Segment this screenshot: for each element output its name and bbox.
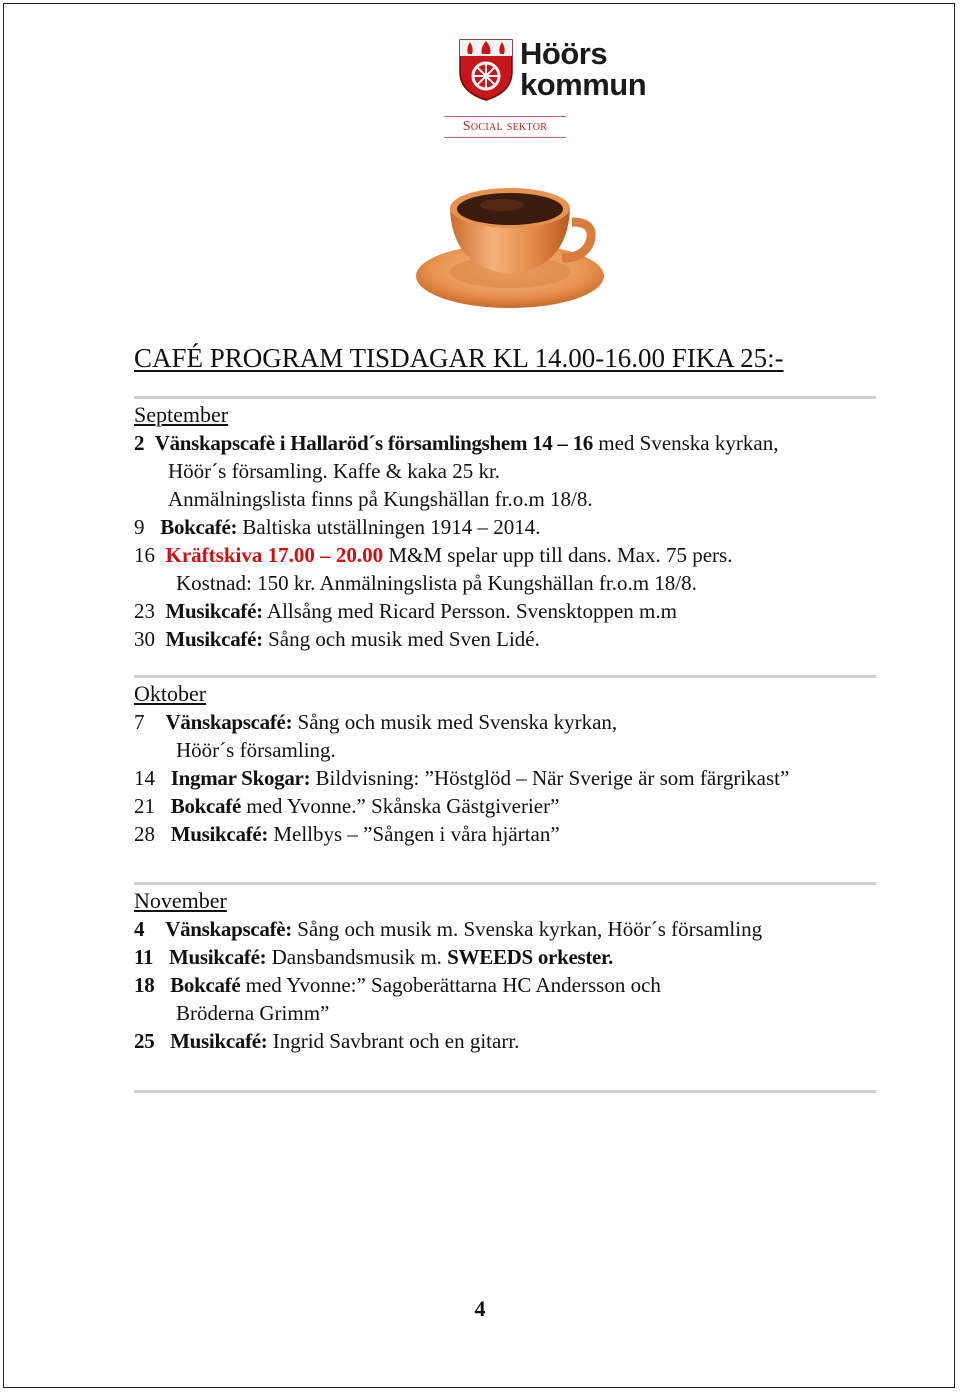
month-heading-september: September bbox=[134, 402, 229, 427]
list-item-continuation: Kostnad: 150 kr. Anmälningslista på Kungshällan fr.o.m 18/8. bbox=[176, 571, 697, 595]
divider bbox=[134, 675, 876, 678]
highlight-kraftskiva: Kräftskiva 17.00 – 20.00 bbox=[165, 543, 384, 567]
list-item: 4 Vänskapscafè: Sång och musik m. Svenska kyrkan, Höör´s församling bbox=[134, 917, 763, 941]
list-item-continuation: Höör´s församling. bbox=[176, 738, 336, 762]
section-oktober bbox=[134, 675, 876, 848]
list-item: 30 Musikcafé: Sång och musik med Sven Lidé. bbox=[134, 627, 540, 651]
page-title: CAFÉ PROGRAM TISDAGAR KL 14.00-16.00 FIKA 25:- bbox=[134, 343, 784, 373]
hoors-kommun-logo bbox=[458, 38, 658, 102]
list-item: 7 Vänskapscafé: Sång och musik med Svenska kyrkan, bbox=[134, 710, 618, 734]
list-item: 28 Musikcafé: Mellbys – ”Sången i våra hjärtan” bbox=[134, 822, 560, 846]
list-item: 25 Musikcafé: Ingrid Savbrant och en gitarr. bbox=[134, 1029, 520, 1053]
list-item-continuation: Anmälningslista finns på Kungshällan fr.o.m 18/8. bbox=[168, 487, 593, 511]
section-september bbox=[134, 396, 876, 653]
list-item: 2 Vänskapscafè i Hallaröd´s församlingshem 14 – 16 med Svenska kyrkan, bbox=[134, 431, 779, 455]
list-item: 18 Bokcafé med Yvonne:” Sagoberättarna HC Andersson och bbox=[134, 973, 661, 997]
list-item: 21 Bokcafé med Yvonne.” Skånska Gästgiverier” bbox=[134, 794, 560, 818]
page-number: 4 bbox=[474, 1296, 486, 1321]
list-item-continuation: Höör´s församling. Kaffe & kaka 25 kr. bbox=[168, 459, 501, 483]
list-item: 14 Ingmar Skogar: Bildvisning: ”Höstglöd – När Sverige är som färgrikast” bbox=[134, 766, 790, 790]
divider bbox=[134, 1090, 876, 1093]
list-item: 23 Musikcafé: Allsång med Ricard Persson. Svensktoppen m.m bbox=[134, 599, 677, 623]
coffee-cup-icon bbox=[412, 178, 608, 323]
coat-of-arms-icon bbox=[458, 38, 514, 102]
logo-text-hoors: Höörs bbox=[520, 36, 608, 71]
list-item-continuation: Bröderna Grimm” bbox=[176, 1001, 330, 1025]
list-item: 16 Kräftskiva 17.00 – 20.00 M&M spelar upp till dans. Max. 75 pers. bbox=[134, 543, 733, 567]
logo-text-kommun: kommun bbox=[520, 67, 647, 102]
section-november bbox=[134, 882, 876, 1055]
month-heading-oktober: Oktober bbox=[134, 681, 207, 706]
month-heading-november: November bbox=[134, 888, 227, 913]
list-item: 9 Bokcafé: Baltiska utställningen 1914 – 2014. bbox=[134, 515, 541, 539]
list-item: 11 Musikcafé: Dansbandsmusik m. SWEEDS orkester. bbox=[134, 945, 614, 969]
divider bbox=[134, 882, 876, 885]
social-sektor-label: Social sektor bbox=[444, 116, 566, 138]
divider bbox=[134, 396, 876, 399]
